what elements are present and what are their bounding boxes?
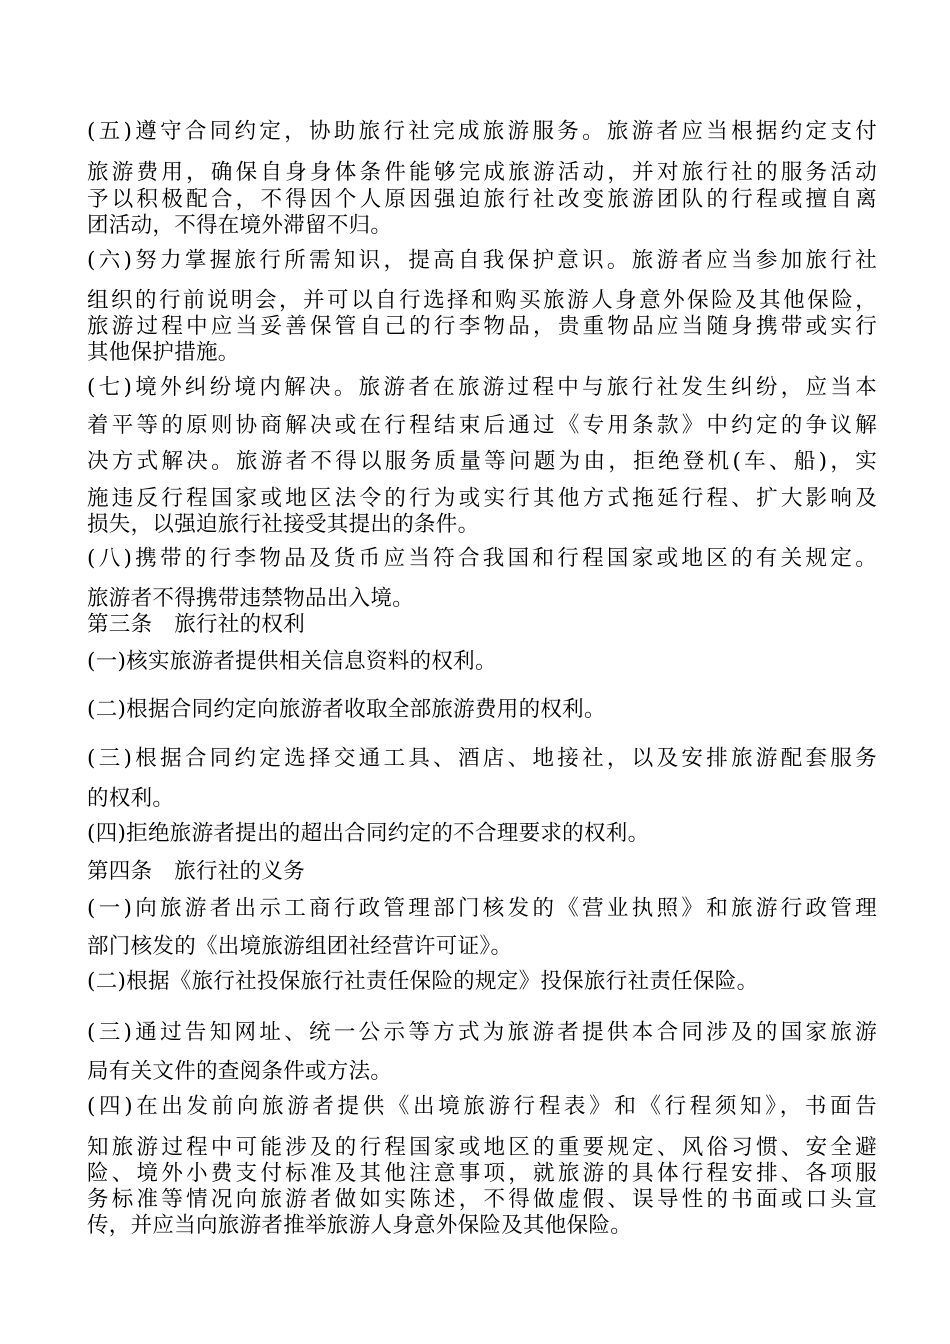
p5-line-4: 团活动，不得在境外滞留不归。 xyxy=(87,213,393,238)
a4-item-4-line-2: 知旅游过程中可能涉及的行程国家或地区的重要规定、风俗习惯、安全避 xyxy=(87,1135,877,1160)
p6-line-4: 其他保护措施。 xyxy=(87,340,240,365)
p6-line-3: 旅游过程中应当妥善保管自己的行李物品，贵重物品应当随身携带或实行 xyxy=(87,314,877,339)
a3-item-3-line-2: 的权利。 xyxy=(87,786,175,811)
a4-item-4-line-5: 传，并应当向旅游者推举旅游人身意外保险及其他保险。 xyxy=(87,1213,633,1238)
p7-line-4: 施违反行程国家或地区法令的行为或实行其他方式拖延行程、扩大影响及 xyxy=(87,486,877,511)
a4-item-3-line-2: 局有关文件的查阅条件或方法。 xyxy=(87,1059,393,1084)
article-3-heading: 第三条 旅行社的权利 xyxy=(87,612,306,637)
p5-line-1: (五)遵守合同约定，协助旅行社完成旅游服务。旅游者应当根据约定支付 xyxy=(87,119,877,144)
p7-line-3: 决方式解决。旅游者不得以服务质量等问题为由，拒绝登机(车、船)，实 xyxy=(87,449,877,474)
a4-item-4-line-3: 险、境外小费支付标准及其他注意事项，就旅游的具体行程安排、各项服 xyxy=(87,1161,877,1186)
p8-line-1: (八)携带的行李物品及货币应当符合我国和行程国家或地区的有关规定。 xyxy=(87,546,877,571)
a4-item-4-line-4: 务标准等情况向旅游者做如实陈述，不得做虚假、误导性的书面或口头宣 xyxy=(87,1187,877,1212)
a4-item-4-line-1: (四)在出发前向旅游者提供《出境旅游行程表》和《行程须知》，书面告 xyxy=(87,1094,877,1119)
a4-item-3-line-1: (三)通过告知网址、统一公示等方式为旅游者提供本合同涉及的国家旅游 xyxy=(87,1020,877,1045)
p7-line-1: (七)境外纠纷境内解决。旅游者在旅游过程中与旅行社发生纠纷，应当本 xyxy=(87,375,877,400)
a3-item-1: (一)核实旅游者提供相关信息资料的权利。 xyxy=(87,649,497,674)
a4-item-1-line-1: (一)向旅游者出示工商行政管理部门核发的《营业执照》和旅游行政管理 xyxy=(87,896,877,921)
a4-item-1-line-2: 部门核发的《出境旅游组团社经营许可证》。 xyxy=(87,934,513,959)
a3-item-2: (二)根据合同约定向旅游者收取全部旅游费用的权利。 xyxy=(87,697,606,722)
a4-item-2: (二)根据《旅行社投保旅行社责任保险的规定》投保旅行社责任保险。 xyxy=(87,969,759,994)
p7-line-5: 损失，以强迫旅行社接受其提出的条件。 xyxy=(87,512,480,537)
p5-line-3: 予以积极配合，不得因个人原因强迫旅行社改变旅游团队的行程或擅自离 xyxy=(87,187,877,212)
p5-line-2: 旅游费用，确保自身身体条件能够完成旅游活动，并对旅行社的服务活动 xyxy=(87,160,877,185)
a3-item-3-line-1: (三)根据合同约定选择交通工具、酒店、地接社，以及安排旅游配套服务 xyxy=(87,746,877,771)
article-4-heading: 第四条 旅行社的义务 xyxy=(87,859,306,884)
a3-item-4: (四)拒绝旅游者提出的超出合同约定的不合理要求的权利。 xyxy=(87,821,650,846)
p6-line-2: 组织的行前说明会，并可以自行选择和购买旅游人身意外保险及其他保险， xyxy=(87,288,877,313)
p8-line-2: 旅游者不得携带违禁物品出入境。 xyxy=(87,586,415,611)
p6-line-1: (六)努力掌握旅行所需知识，提高自我保护意识。旅游者应当参加旅行社 xyxy=(87,248,877,273)
p7-line-2: 着平等的原则协商解决或在行程结束后通过《专用条款》中约定的争议解 xyxy=(87,413,877,438)
